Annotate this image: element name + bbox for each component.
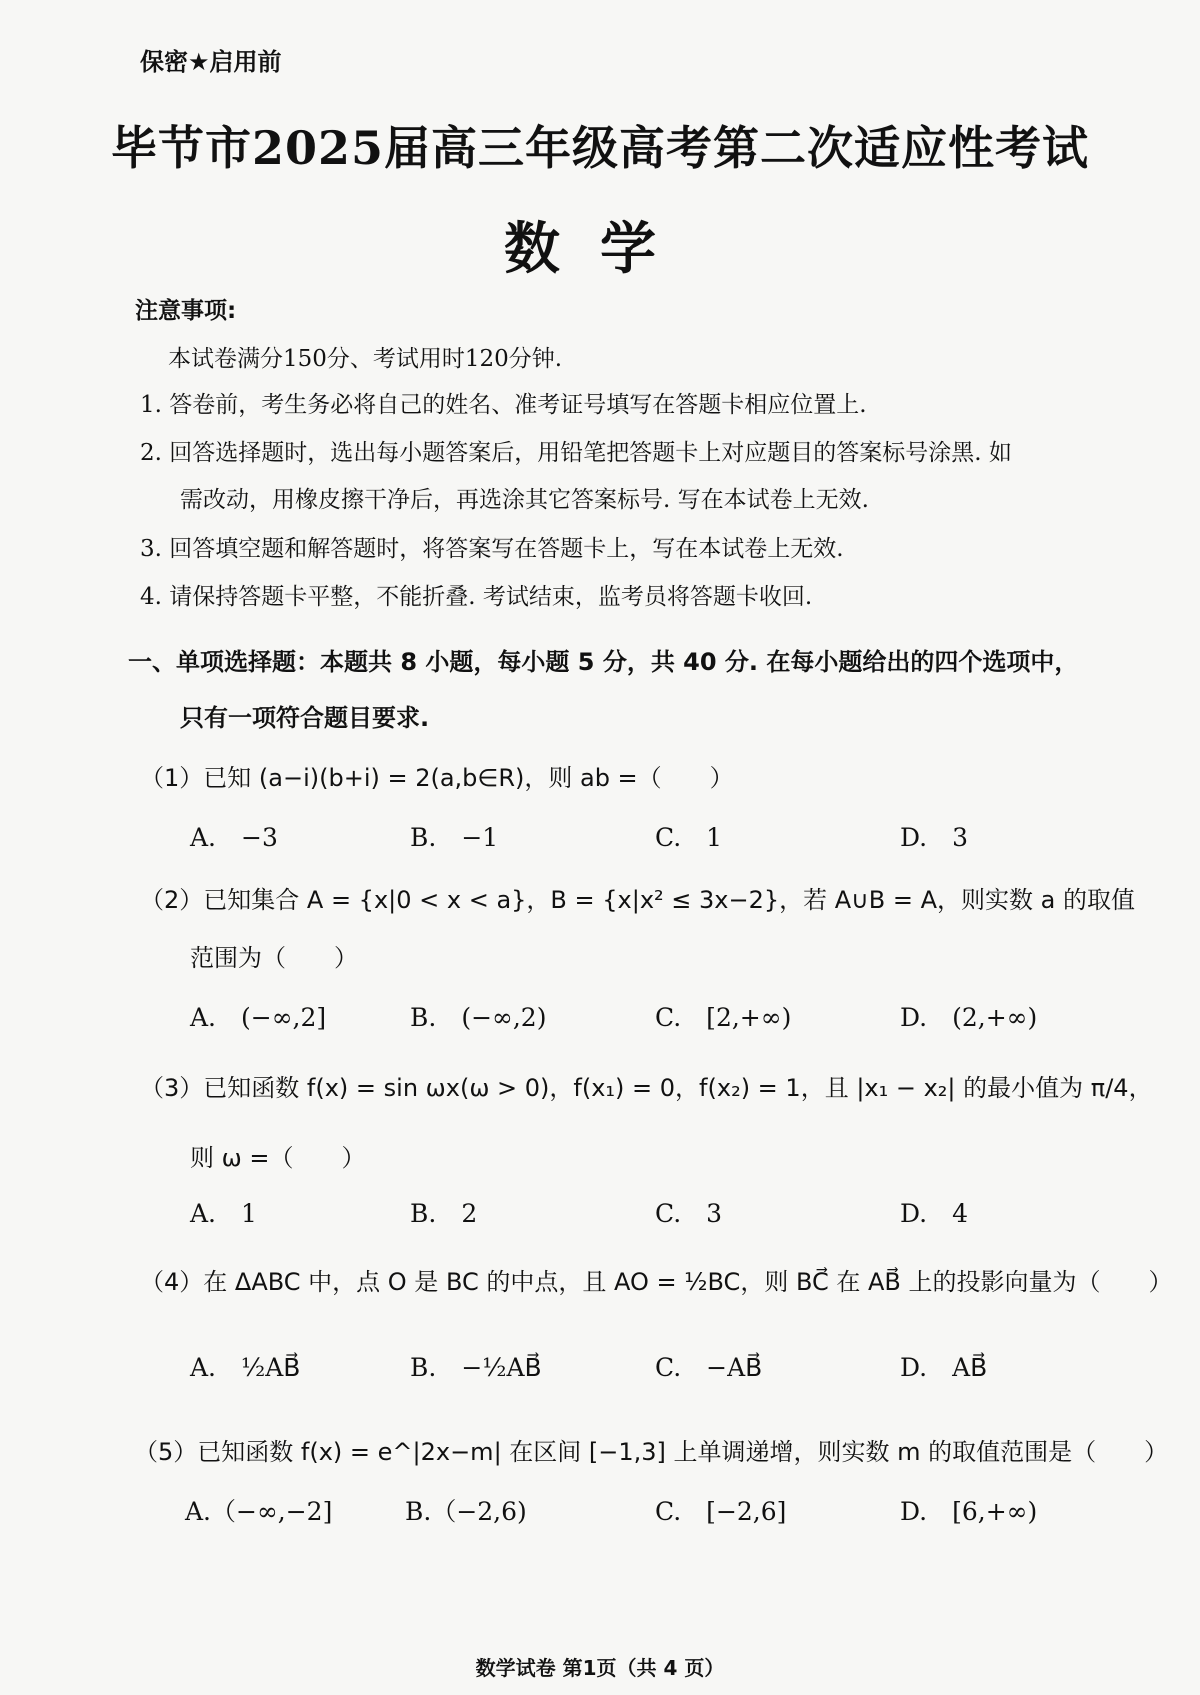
exam-title: 毕节市2025届高三年级高考第二次适应性考试 [110,121,1090,175]
question-2-stem-cont: 范围为（ ） [190,944,358,972]
question-3-stem: （3）已知函数 f(x) = sin ωx(ω > 0)，f(x₁) = 0，f(x₂) = 1，且 |x₁ − x₂| 的最小值为 π/4， [140,1074,1153,1102]
question-2-stem: （2）已知集合 A = {x|0 < x < a}，B = {x|x² ≤ 3x−2}，若 A∪B = A，则实数 a 的取值 [140,886,1135,914]
question-4-option-d: D. AB⃗ [900,1353,988,1382]
question-3-stem-cont: 则 ω =（ ） [190,1144,366,1172]
notice-heading: 注意事项: [135,298,237,324]
question-3-option-b: B. 2 [410,1199,478,1228]
question-4-option-b: B. −½AB⃗ [410,1353,542,1382]
section-heading: 一、单项选择题：本题共 8 小题，每小题 5 分，共 40 分. 在每小题给出的四个选项中， [128,648,1079,676]
question-1-option-b: B. −1 [410,823,499,852]
notice-item-2-cont: 需改动，用橡皮擦干净后，再选涂其它答案标号. 写在本试卷上无效. [180,487,869,513]
question-1-option-d: D. 3 [900,823,969,852]
question-4-stem: （4）在 ΔABC 中，点 O 是 BC 的中点，且 AO = ½BC，则 BC⃗ 在 AB⃗ 上的投影向量为（ ） [140,1268,1173,1296]
question-3-option-a: A. 1 [190,1199,257,1228]
question-1-option-c: C. 1 [655,823,723,852]
question-4-option-c: C. −AB⃗ [655,1353,763,1382]
page-footer: 数学试卷 第1页（共 4 页） [475,1656,725,1680]
question-1-stem: （1）已知 (a−i)(b+i) = 2(a,b∈R)，则 ab =（ ） [140,764,734,792]
notice-item-4: 4. 请保持答题卡平整，不能折叠. 考试结束，监考员将答题卡收回. [140,584,813,610]
section-heading-cont: 只有一项符合题目要求. [180,704,430,732]
question-1-option-a: A. −3 [190,823,278,852]
question-3-option-d: D. 4 [900,1199,969,1228]
notice-item-2: 2. 回答选择题时，选出每小题答案后，用铅笔把答题卡上对应题目的答案标号涂黑. 如 [140,440,1012,466]
question-5-option-a: A.（−∞,−2] [185,1497,333,1526]
question-5-stem: （5）已知函数 f(x) = e^|2x−m| 在区间 [−1,3] 上单调递增，则实数 m 的取值范围是（ ） [134,1438,1169,1466]
subject-title: 数学 [504,216,696,282]
question-4-option-a: A. ½AB⃗ [190,1353,301,1382]
question-5-option-b: B.（−2,6) [405,1497,527,1526]
confidential-mark: 保密★启用前 [140,48,282,76]
question-2-option-c: C. [2,+∞) [655,1003,792,1032]
question-2-option-d: D. (2,+∞) [900,1003,1038,1032]
question-5-option-c: C. [−2,6] [655,1497,787,1526]
question-5-option-d: D. [6,+∞) [900,1497,1038,1526]
notice-item-1: 1. 答卷前，考生务必将自己的姓名、准考证号填写在答题卡相应位置上. [140,392,867,418]
notice-item-3: 3. 回答填空题和解答题时，将答案写在答题卡上，写在本试卷上无效. [140,536,844,562]
question-2-option-a: A. (−∞,2] [190,1003,327,1032]
notice-intro: 本试卷满分150分、考试用时120分钟. [168,346,563,372]
question-3-option-c: C. 3 [655,1199,723,1228]
question-2-option-b: B. (−∞,2) [410,1003,547,1032]
